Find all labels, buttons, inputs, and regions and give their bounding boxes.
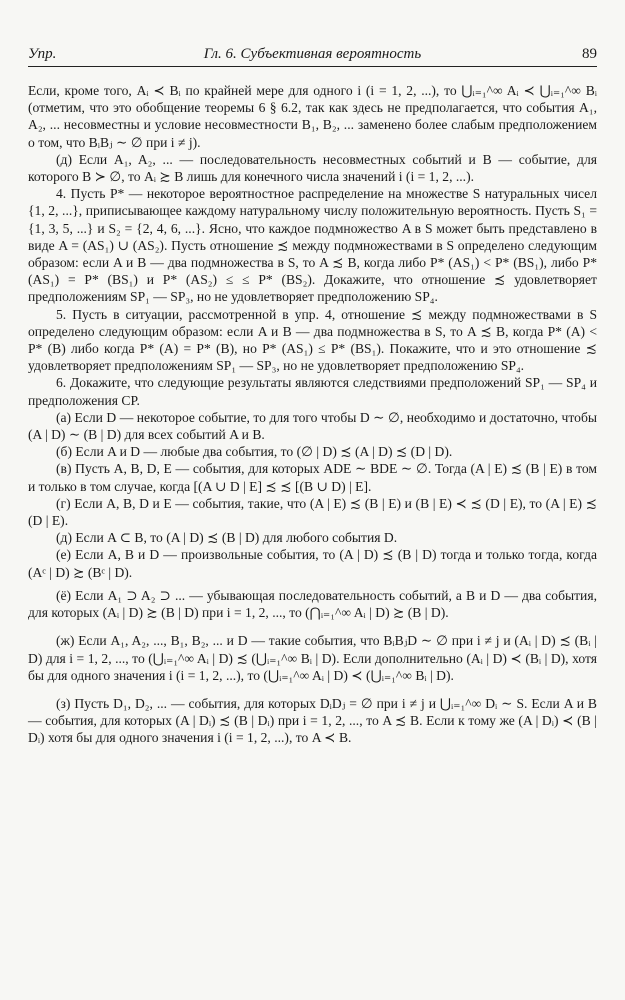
paragraph-exercise-6: 6. Докажите, что следующие результаты являются следствиями предположений SP₁ — SP₄ и предположения CP. bbox=[28, 375, 597, 408]
page-body bbox=[28, 82, 597, 747]
paragraph-3d: (д) Если A₁, A₂, ... — последовательность несовместных событий и B — событие, для которого B ≻ ∅, то Aᵢ ≿ B лишь для конечного числа значений i (i = 1, 2, ...). bbox=[28, 151, 597, 185]
header-chapter-title: Гл. 6. Субъективная вероятность bbox=[203, 46, 422, 62]
paragraph-6zh: (ж) Если A₁, A₂, ..., B₁, B₂, ... и D — такие события, что BᵢBⱼD ∼ ∅ при i ≠ j и (Aᵢ | D) ≾ (Bᵢ | D) для i = 1, 2, ..., то (⋃ᵢ₌₁^∞ Aᵢ | D) ≾ (⋃ᵢ₌₁^∞ Bᵢ | D). Если дополнительно (Aᵢ | D) ≺ (Bᵢ | D), хотя бы для одного значения i (i = 1, 2, ...), то (⋃ᵢ₌₁^∞ Aᵢ | D) ≺ (⋃ᵢ₌₁^∞ Bᵢ | D). bbox=[28, 633, 597, 683]
paragraph-exercise-4: 4. Пусть P* — некоторое вероятностное распределение на множестве S натуральных чисел {1, 2, ...}, приписывающее каждому натуральному числу положительную вероятность. Пусть S₁ = {1, 3, 5, ...} и S₂ = {2, 4, 6, ...}. Ясно, что каждое подмножество A в S может быть представлено в виде A = (AS₁) ∪ (AS₂). Пусть отношение ≾ между подмножествами в S определено следующим образом: если A и B — два подмножества в S, то A ≾ B, когда либо P* (AS₁) < P* (BS₁), либо P* (AS₁) = P* (BS₁) и P* (AS₂) ≤ ≤ P* (BS₂). Докажите, что отношение ≾ удовлетворяет предположениям SP₁ — SP₃, но не удовлетворяет предположению SP₄. bbox=[28, 186, 597, 305]
paragraph-6z: (з) Пусть D₁, D₂, ... — события, для которых DᵢDⱼ = ∅ при i ≠ j и ⋃ᵢ₌₁^∞ Dᵢ ∼ S. Если A и B — события, для которых (A | Dᵢ) ≾ (B | Dᵢ) при i = 1, 2, ..., то A ≾ B. Если к тому же (A | Dᵢ) ≺ (B | Dᵢ) хотя бы для одного значения i (i = 1, 2, ...), то A ≺ B. bbox=[28, 695, 597, 746]
paragraph-6d: (д) Если A ⊂ B, то (A | D) ≾ (B | D) для любого события D. bbox=[56, 530, 398, 546]
header-section: Упр. bbox=[28, 46, 57, 62]
running-header bbox=[28, 40, 597, 67]
paragraph-6a: (а) Если D — некоторое событие, то для того чтобы D ∼ ∅, необходимо и достаточно, чтобы (A | D) ∼ (B | D) для всех событий A и B. bbox=[28, 409, 597, 443]
paragraph-6b: (б) Если A и D — любые два события, то (∅ | D) ≾ (A | D) ≾ (D | D). bbox=[56, 444, 453, 460]
paragraph-6v: (в) Пусть A, B, D, E — события, для которых ADE ∼ BDE ∼ ∅. Тогда (A | E) ≾ (B | E) в том и только в том случае, когда [(A ∪ D | E] ≾ ≾ [(B ∪ D) | E]. bbox=[28, 461, 597, 494]
paragraph-exercise-3-cont: Если, кроме того, Aᵢ ≺ Bᵢ по крайней мере для одного i (i = 1, 2, ...), то ⋃ᵢ₌₁^∞ Aᵢ ≺ ⋃ᵢ₌₁^∞ Bᵢ (отметим, что это обобщение теоремы 6 § 6.2, так как здесь не предполагается, что события A₁, A₂, ... несовместны и условие несовместности B₁, B₂, ... заменено более слабым предположением о том, что BᵢBⱼ ∼ ∅ при i ≠ j). bbox=[28, 83, 597, 150]
paragraph-6e: (е) Если A, B и D — произвольные события, то (A | D) ≾ (B | D) тогда и только тогда, когда (Aᶜ | D) ≿ (Bᶜ | D). bbox=[28, 547, 597, 580]
paragraph-6yo: (ё) Если A₁ ⊃ A₂ ⊃ ... — убывающая последовательность событий, а B и D — два события, для которых (Aᵢ | D) ≿ (B | D) при i = 1, 2, ..., то (⋂ᵢ₌₁^∞ Aᵢ | D) ≿ (B | D). bbox=[28, 587, 597, 621]
paragraph-6g: (г) Если A, B, D и E — события, такие, что (A | E) ≾ (B | E) и (B | E) ≺ ≾ (D | E), то (A | E) ≾ (D | E). bbox=[28, 495, 597, 529]
page-number: 89 bbox=[582, 46, 597, 62]
paragraph-exercise-5: 5. Пусть в ситуации, рассмотренной в упр. 4, отношение ≾ между подмножествами в S определено следующим образом: если A и B — два подмножества в S, то A ≾ B, когда P* (A) < P* (B) либо когда P* (A) = P* (B), но P* (AS₁) ≤ P* (BS₁). Покажите, что и это отношение ≾ удовлетворяет предположениям SP₁ — SP₃, но не удовлетворяет предположению SP₄. bbox=[28, 306, 597, 374]
